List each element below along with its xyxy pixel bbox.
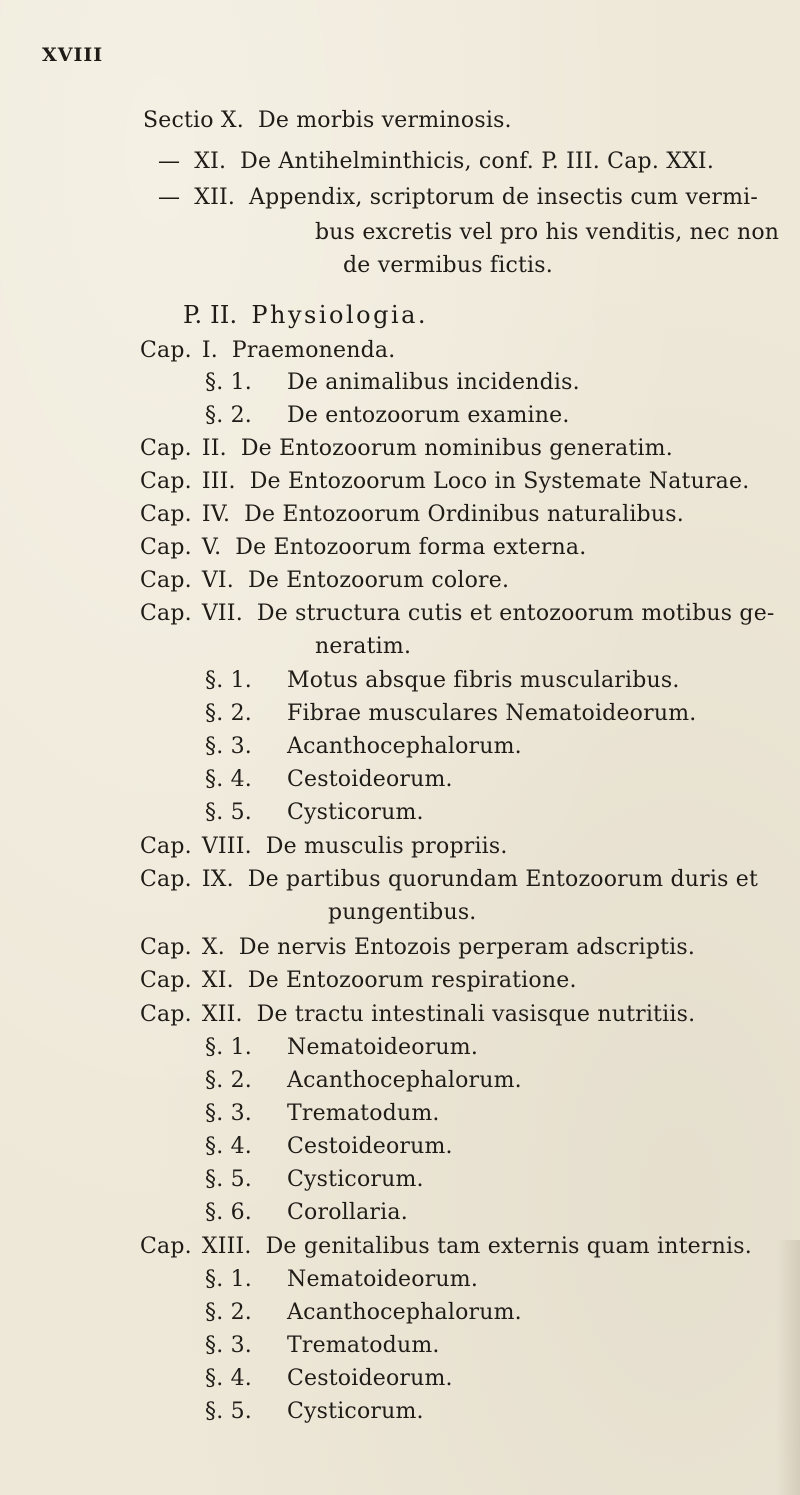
section-num: §. 4. xyxy=(205,1134,252,1159)
section-title: Trematodum. xyxy=(287,1101,440,1126)
entry-dash: — xyxy=(158,185,181,210)
section-entry xyxy=(205,1200,408,1226)
section-entry xyxy=(205,1333,440,1359)
section-entry xyxy=(205,1300,522,1326)
chapter-num: X. xyxy=(201,935,225,960)
section-title: Nematoideorum. xyxy=(287,1035,479,1060)
chapter-title: De musculis propriis. xyxy=(265,834,508,859)
chapter-title: De Entozoorum respiratione. xyxy=(247,968,577,993)
toc-entry-sectio-xii xyxy=(158,185,758,211)
chapter-title: De Entozoorum Loco in Systemate Naturae. xyxy=(249,469,750,494)
part-title: Physiologia. xyxy=(251,301,429,329)
section-num: §. 2. xyxy=(205,1300,252,1325)
chapter-title: De Entozoorum nominibus generatim. xyxy=(240,436,673,461)
chapter-label: Cap. xyxy=(140,535,192,560)
section-entry xyxy=(205,1101,440,1127)
chapter-label: Cap. xyxy=(140,968,192,993)
section-num: §. 5. xyxy=(205,800,252,825)
section-title: Corollaria. xyxy=(287,1200,408,1225)
section-entry xyxy=(205,1167,424,1193)
chapter-label: Cap. xyxy=(140,867,192,892)
page-number: XVIII xyxy=(42,44,104,66)
section-num: §. 4. xyxy=(205,1366,252,1391)
section-num: §. 5. xyxy=(205,1167,252,1192)
chapter-num: V. xyxy=(201,535,222,560)
chapter-entry xyxy=(140,968,577,994)
toc-entry-sectio-x xyxy=(143,108,512,134)
section-num: §. 3. xyxy=(205,1333,252,1358)
chapter-title-continuation: pungentibus. xyxy=(328,900,477,925)
chapter-entry xyxy=(140,1234,752,1260)
section-num: §. 3. xyxy=(205,734,252,759)
section-entry xyxy=(205,767,453,793)
chapter-num: XIII. xyxy=(201,1234,252,1259)
section-num: §. 1. xyxy=(205,1035,252,1060)
entry-text: De morbis verminosis. xyxy=(257,108,512,133)
section-title: Acanthocephalorum. xyxy=(287,734,522,759)
section-entry xyxy=(205,1366,453,1392)
toc-entry-continuation: bus excretis vel pro his venditis, nec non xyxy=(315,220,780,245)
toc-entry-sectio-xi xyxy=(158,149,714,175)
chapter-label: Cap. xyxy=(140,601,192,626)
section-entry xyxy=(205,800,424,826)
chapter-num: XI. xyxy=(201,968,234,993)
section-entry xyxy=(205,1068,522,1094)
chapter-num: II. xyxy=(201,436,227,461)
chapter-label: Cap. xyxy=(140,834,192,859)
section-title: Acanthocephalorum. xyxy=(287,1068,522,1093)
section-entry xyxy=(205,1267,478,1293)
section-title: Motus absque fibris muscularibus. xyxy=(287,668,680,693)
chapter-label: Cap. xyxy=(140,469,192,494)
section-title: Cysticorum. xyxy=(287,1399,424,1424)
section-num: §. 3. xyxy=(205,1101,252,1126)
entry-num: XII. xyxy=(194,185,236,210)
chapter-title: Praemonenda. xyxy=(231,338,396,363)
section-title: De animalibus incidendis. xyxy=(287,370,580,395)
section-title: Trematodum. xyxy=(287,1333,440,1358)
chapter-num: VIII. xyxy=(201,834,252,859)
chapter-entry xyxy=(140,502,684,528)
chapter-title: De Entozoorum colore. xyxy=(248,568,510,593)
section-title: Acanthocephalorum. xyxy=(287,1300,522,1325)
section-title: Cestoideorum. xyxy=(287,767,453,792)
chapter-title: De nervis Entozois perperam adscriptis. xyxy=(238,935,696,960)
section-num: §. 1. xyxy=(205,1267,252,1292)
section-title: Fibrae musculares Nematoideorum. xyxy=(287,701,697,726)
section-entry xyxy=(205,370,580,396)
chapter-num: III. xyxy=(201,469,236,494)
chapter-entry xyxy=(140,436,673,462)
chapter-title: De tractu intestinali vasisque nutritiis. xyxy=(256,1002,696,1027)
chapter-title-continuation: neratim. xyxy=(315,634,412,659)
section-entry xyxy=(205,403,570,429)
chapter-entry xyxy=(140,568,509,594)
entry-text: De Antihelminthicis, conf. P. III. Cap. XXI. xyxy=(240,149,715,174)
section-num: §. 2. xyxy=(205,1068,252,1093)
section-num: §. 5. xyxy=(205,1399,252,1424)
chapter-entry xyxy=(140,338,395,364)
chapter-num: I. xyxy=(201,338,218,363)
section-title: Cysticorum. xyxy=(287,800,424,825)
chapter-entry xyxy=(140,535,586,561)
entry-text: Appendix, scriptorum de insectis cum vermi- xyxy=(249,185,759,210)
section-title: De entozoorum examine. xyxy=(287,403,570,428)
chapter-num: XII. xyxy=(201,1002,243,1027)
page-edge-shadow xyxy=(776,1240,800,1495)
chapter-label: Cap. xyxy=(140,935,192,960)
chapter-entry xyxy=(140,867,758,893)
section-entry xyxy=(205,1399,424,1425)
entry-label: Sectio X. xyxy=(143,108,244,133)
chapter-num: IV. xyxy=(201,502,231,527)
chapter-label: Cap. xyxy=(140,338,192,363)
section-entry xyxy=(205,1035,478,1061)
chapter-title: De Entozoorum forma externa. xyxy=(235,535,587,560)
chapter-title: De structura cutis et entozoorum motibus ge- xyxy=(256,601,775,626)
section-entry xyxy=(205,701,696,727)
section-num: §. 4. xyxy=(205,767,252,792)
chapter-title: De Entozoorum Ordinibus naturalibus. xyxy=(244,502,684,527)
chapter-label: Cap. xyxy=(140,568,192,593)
chapter-entry xyxy=(140,601,775,627)
toc-entry-continuation: de vermibus fictis. xyxy=(343,253,553,278)
entry-dash: — xyxy=(158,149,181,174)
section-title: Nematoideorum. xyxy=(287,1267,479,1292)
chapter-title: De partibus quorundam Entozoorum duris et xyxy=(247,867,759,892)
part-label: P. II. xyxy=(183,301,238,329)
chapter-label: Cap. xyxy=(140,502,192,527)
section-num: §. 6. xyxy=(205,1200,252,1225)
section-num: §. 2. xyxy=(205,403,252,428)
chapter-label: Cap. xyxy=(140,436,192,461)
chapter-num: VI. xyxy=(201,568,234,593)
entry-num: XI. xyxy=(194,149,227,174)
chapter-entry xyxy=(140,1002,695,1028)
section-num: §. 2. xyxy=(205,701,252,726)
chapter-num: VII. xyxy=(201,601,243,626)
chapter-title: De genitalibus tam externis quam internis. xyxy=(265,1234,752,1259)
section-title: Cysticorum. xyxy=(287,1167,424,1192)
section-entry xyxy=(205,1134,453,1160)
section-title: Cestoideorum. xyxy=(287,1366,453,1391)
section-num: §. 1. xyxy=(205,668,252,693)
chapter-entry xyxy=(140,935,695,961)
part-heading xyxy=(183,302,428,328)
section-title: Cestoideorum. xyxy=(287,1134,453,1159)
chapter-entry xyxy=(140,834,508,860)
section-num: §. 1. xyxy=(205,370,252,395)
chapter-label: Cap. xyxy=(140,1002,192,1027)
chapter-num: IX. xyxy=(201,867,234,892)
chapter-entry xyxy=(140,469,749,495)
section-entry xyxy=(205,734,522,760)
section-entry xyxy=(205,668,680,694)
chapter-label: Cap. xyxy=(140,1234,192,1259)
